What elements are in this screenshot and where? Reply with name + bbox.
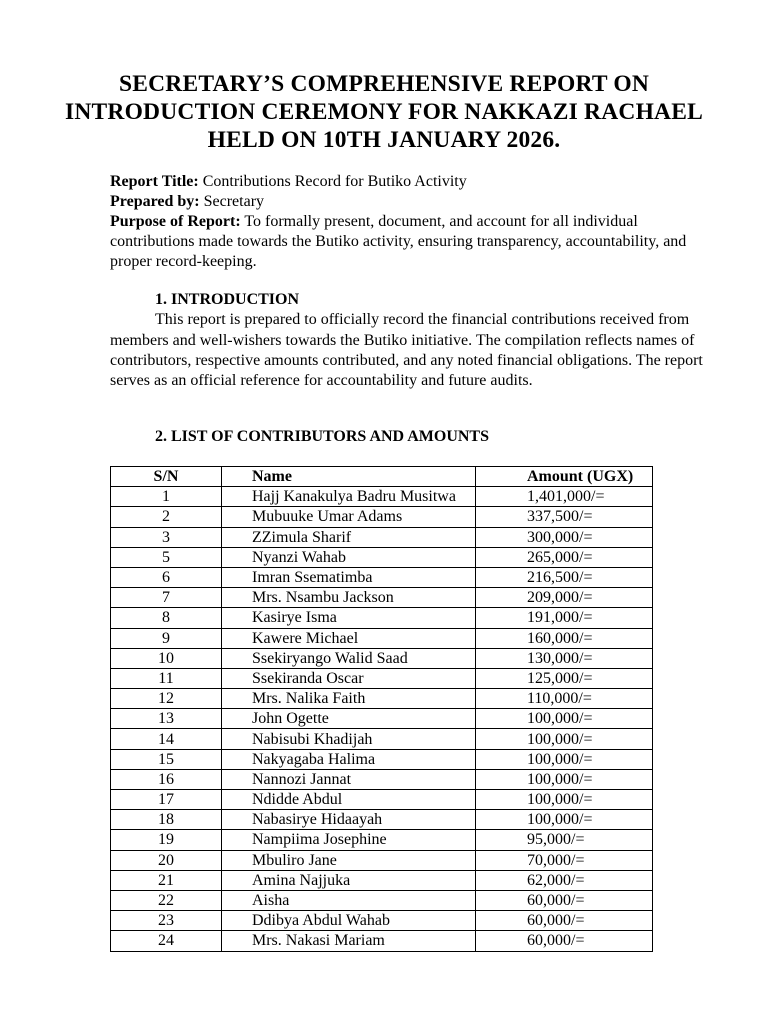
cell-sn: 22 bbox=[111, 890, 222, 910]
introduction-section bbox=[110, 290, 720, 391]
cell-sn: 1 bbox=[111, 487, 222, 507]
cell-name: Mrs. Nakasi Mariam bbox=[222, 931, 476, 951]
purpose-value: To formally present, document, and account for all individual contributions made towards the Butiko activity, ensuring transparency, accountability, and proper record-keeping. bbox=[110, 213, 687, 270]
table-header-row bbox=[111, 467, 653, 487]
table-row bbox=[111, 628, 653, 648]
table-row bbox=[111, 527, 653, 547]
cell-amount: 100,000/= bbox=[476, 729, 653, 749]
cell-sn: 10 bbox=[111, 648, 222, 668]
cell-name: ZZimula Sharif bbox=[222, 527, 476, 547]
contributors-section bbox=[110, 427, 720, 447]
cell-amount: 300,000/= bbox=[476, 527, 653, 547]
cell-amount: 125,000/= bbox=[476, 668, 653, 688]
cell-sn: 19 bbox=[111, 830, 222, 850]
cell-name: Mrs. Nalika Faith bbox=[222, 689, 476, 709]
table-row bbox=[111, 507, 653, 527]
cell-name: Ssekiryango Walid Saad bbox=[222, 648, 476, 668]
table-row bbox=[111, 648, 653, 668]
cell-sn: 8 bbox=[111, 608, 222, 628]
cell-amount: 110,000/= bbox=[476, 689, 653, 709]
cell-sn: 23 bbox=[111, 911, 222, 931]
cell-amount: 265,000/= bbox=[476, 547, 653, 567]
cell-amount: 337,500/= bbox=[476, 507, 653, 527]
cell-amount: 160,000/= bbox=[476, 628, 653, 648]
header-name: Name bbox=[222, 467, 476, 487]
table-row bbox=[111, 790, 653, 810]
cell-name: Hajj Kanakulya Badru Musitwa bbox=[222, 487, 476, 507]
cell-amount: 60,000/= bbox=[476, 931, 653, 951]
cell-name: Aisha bbox=[222, 890, 476, 910]
table-row bbox=[111, 588, 653, 608]
prepared-by-value: Secretary bbox=[199, 193, 265, 210]
cell-name: Amina Najjuka bbox=[222, 870, 476, 890]
cell-name: Ndidde Abdul bbox=[222, 790, 476, 810]
cell-amount: 100,000/= bbox=[476, 749, 653, 769]
contributors-heading: 2. LIST OF CONTRIBUTORS AND AMOUNTS bbox=[155, 428, 489, 445]
cell-name: Nakyagaba Halima bbox=[222, 749, 476, 769]
table-row bbox=[111, 850, 653, 870]
cell-name: Nannozi Jannat bbox=[222, 769, 476, 789]
table-row bbox=[111, 870, 653, 890]
table-row bbox=[111, 608, 653, 628]
cell-amount: 60,000/= bbox=[476, 890, 653, 910]
introduction-text: This report is prepared to officially record the financial contributions received from members and well-wishers towards the Butiko initiative. The compilation reflects names of contributors, respective amounts contributed, and any noted financial obligations. The report serves as an official reference for accountability and future audits. bbox=[110, 311, 703, 390]
cell-name: Kasirye Isma bbox=[222, 608, 476, 628]
cell-sn: 12 bbox=[111, 689, 222, 709]
cell-sn: 13 bbox=[111, 709, 222, 729]
table-row bbox=[111, 547, 653, 567]
cell-sn: 7 bbox=[111, 588, 222, 608]
header-amount: Amount (UGX) bbox=[476, 467, 653, 487]
cell-sn: 21 bbox=[111, 870, 222, 890]
cell-name: Mrs. Nsambu Jackson bbox=[222, 588, 476, 608]
table-row bbox=[111, 810, 653, 830]
table-row bbox=[111, 668, 653, 688]
prepared-by-label: Prepared by: bbox=[110, 193, 200, 210]
cell-amount: 209,000/= bbox=[476, 588, 653, 608]
cell-name: Nabisubi Khadijah bbox=[222, 729, 476, 749]
header-sn: S/N bbox=[111, 467, 222, 487]
cell-sn: 3 bbox=[111, 527, 222, 547]
cell-amount: 100,000/= bbox=[476, 769, 653, 789]
report-title-value: Contributions Record for Butiko Activity bbox=[198, 173, 467, 190]
introduction-heading: 1. INTRODUCTION bbox=[155, 291, 300, 308]
cell-name: Kawere Michael bbox=[222, 628, 476, 648]
cell-amount: 100,000/= bbox=[476, 810, 653, 830]
cell-sn: 9 bbox=[111, 628, 222, 648]
cell-amount: 95,000/= bbox=[476, 830, 653, 850]
cell-amount: 216,500/= bbox=[476, 567, 653, 587]
cell-amount: 1,401,000/= bbox=[476, 487, 653, 507]
cell-amount: 100,000/= bbox=[476, 790, 653, 810]
cell-sn: 15 bbox=[111, 749, 222, 769]
table-row bbox=[111, 911, 653, 931]
table-row bbox=[111, 689, 653, 709]
table-row bbox=[111, 830, 653, 850]
cell-sn: 16 bbox=[111, 769, 222, 789]
cell-amount: 130,000/= bbox=[476, 648, 653, 668]
table-row bbox=[111, 931, 653, 951]
cell-sn: 20 bbox=[111, 850, 222, 870]
table-row bbox=[111, 749, 653, 769]
cell-name: John Ogette bbox=[222, 709, 476, 729]
table-row bbox=[111, 769, 653, 789]
cell-name: Ssekiranda Oscar bbox=[222, 668, 476, 688]
cell-amount: 70,000/= bbox=[476, 850, 653, 870]
table-row bbox=[111, 729, 653, 749]
report-title-line bbox=[110, 172, 720, 192]
cell-name: Mubuuke Umar Adams bbox=[222, 507, 476, 527]
table-row bbox=[111, 709, 653, 729]
cell-sn: 11 bbox=[111, 668, 222, 688]
purpose-line bbox=[110, 212, 720, 272]
purpose-label: Purpose of Report: bbox=[110, 213, 241, 230]
table-row bbox=[111, 487, 653, 507]
contributors-table-wrap bbox=[110, 466, 653, 952]
cell-sn: 17 bbox=[111, 790, 222, 810]
cell-name: Nabasirye Hidaayah bbox=[222, 810, 476, 830]
report-title: SECRETARY’S COMPREHENSIVE REPORT ON INTRODUCTION CEREMONY FOR NAKKAZI RACHAEL HELD ON 10TH JANUARY 2026. bbox=[65, 71, 703, 153]
cell-sn: 18 bbox=[111, 810, 222, 830]
cell-sn: 14 bbox=[111, 729, 222, 749]
cell-sn: 24 bbox=[111, 931, 222, 951]
cell-amount: 60,000/= bbox=[476, 911, 653, 931]
cell-sn: 5 bbox=[111, 547, 222, 567]
cell-name: Nampiima Josephine bbox=[222, 830, 476, 850]
cell-amount: 100,000/= bbox=[476, 709, 653, 729]
cell-name: Ddibya Abdul Wahab bbox=[222, 911, 476, 931]
cell-name: Imran Ssematimba bbox=[222, 567, 476, 587]
report-title-label: Report Title: bbox=[110, 173, 199, 190]
table-row bbox=[111, 567, 653, 587]
cell-name: Nyanzi Wahab bbox=[222, 547, 476, 567]
cell-sn: 2 bbox=[111, 507, 222, 527]
cell-sn: 6 bbox=[111, 567, 222, 587]
cell-amount: 62,000/= bbox=[476, 870, 653, 890]
cell-amount: 191,000/= bbox=[476, 608, 653, 628]
table-row bbox=[111, 890, 653, 910]
report-meta bbox=[110, 172, 720, 272]
cell-name: Mbuliro Jane bbox=[222, 850, 476, 870]
table-body bbox=[111, 487, 653, 951]
contributors-table bbox=[110, 466, 653, 952]
prepared-by-line bbox=[110, 192, 720, 212]
